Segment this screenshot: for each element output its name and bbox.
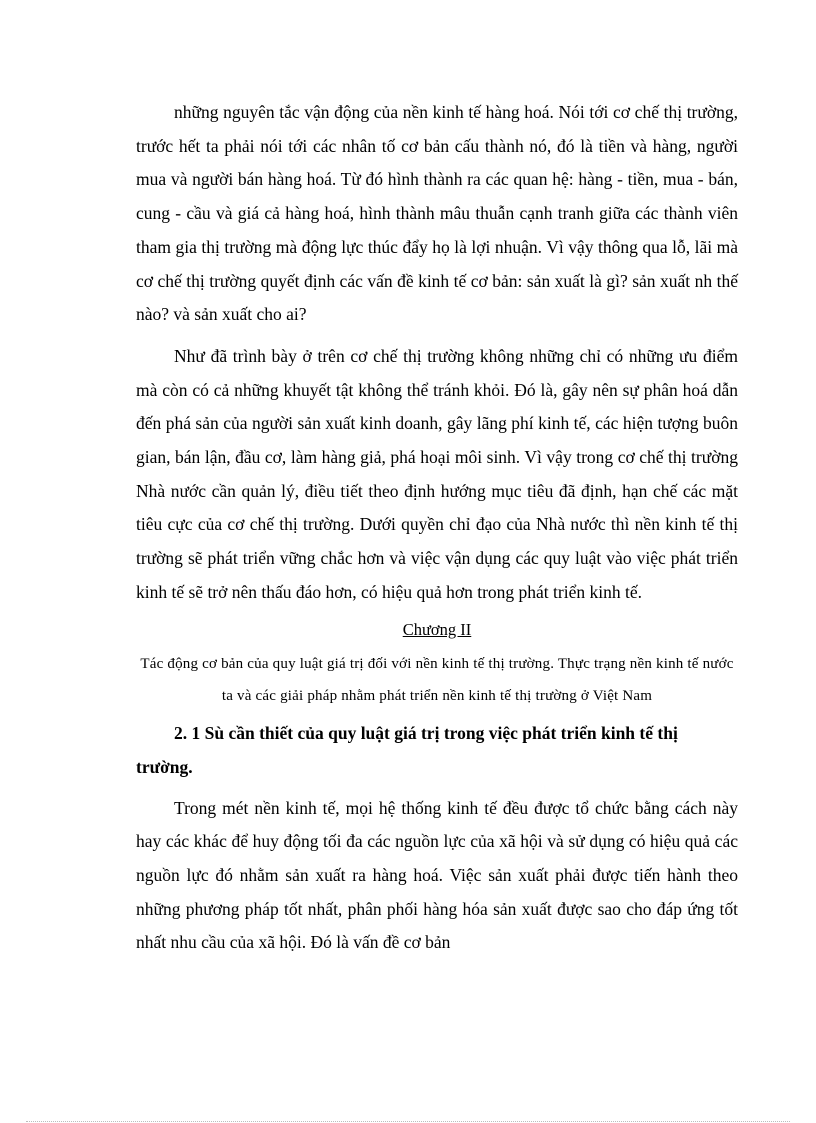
- body-paragraph-1: những nguyên tắc vận động của nền kinh tế hàng hoá. Nói tới cơ chế thị trường, trước hết ta phải nói tới các nhân tố cơ bản cấu thành nó, đó là tiền và hàng, người mua và người bán hàng hoá. Từ đó hình thành ra các quan hệ: hàng - tiền, mua - bán, cung - cầu và giá cả hàng hoá, hình thành mâu thuẫn cạnh tranh giữa các thành viên tham gia thị trường mà động lực thúc đẩy họ là lợi nhuận. Vì vậy thông qua lỗ, lãi mà cơ chế thị trường quyết định các vấn đề kinh tế cơ bản: sản xuất là gì? sản xuất nh thế nào? và sản xuất cho ai?: [136, 102, 738, 325]
- chapter-subtitle: Tác động cơ bản của quy luật giá trị đối với nền kinh tế thị trường. Thực trạng nền kinh tế nước ta và các giải pháp nhằm phát triển nền kinh tế thị trường ở Việt Nam: [140, 655, 734, 704]
- body-paragraph-3: Trong mét nền kinh tế, mọi hệ thống kinh tế đều được tổ chức bằng cách này hay các khác để huy động tối đa các nguồn lực của xã hội và sử dụng có hiệu quả các nguồn lực đó nhằm sản xuất ra hàng hoá. Việc sản xuất phải được tiến hành theo những phương pháp tốt nhất, phân phối hàng hóa sản xuất được sao cho đáp ứng tốt nhất nhu cầu của xã hội. Đó là vấn đề cơ bản: [136, 797, 738, 953]
- chapter-title: [136, 618, 738, 642]
- chapter-title-text: Chương II: [402, 619, 472, 639]
- section-heading: 2. 1 Sù cần thiết của quy luật giá trị trong việc phát triển kinh tế thị trường.: [136, 722, 678, 777]
- document-page: [136, 96, 738, 968]
- page-bottom-divider: [26, 1121, 790, 1122]
- body-paragraph-2: Như đã trình bày ở trên cơ chế thị trường không những chỉ có những ưu điểm mà còn có cả những khuyết tật không thể tránh khỏi. Đó là, gây nên sự phân hoá dẫn đến phá sản của người sản xuất kinh doanh, gây lãng phí kinh tế, các hiện tượng buôn gian, bán lận, đầu cơ, làm hàng giả, phá hoại môi sinh. Vì vậy trong cơ chế thị trường Nhà nước cần quản lý, điều tiết theo định hướng mục tiêu đã định, hạn chế các mặt tiêu cực của cơ chế thị trường. Dưới quyền chỉ đạo của Nhà nước thì nền kinh tế thị trường sẽ phát triển vững chắc hơn và việc vận dụng các quy luật vào việc phát triển kinh tế sẽ trở nên thấu đáo hơn, có hiệu quả hơn trong phát triển kinh tế.: [136, 345, 738, 602]
